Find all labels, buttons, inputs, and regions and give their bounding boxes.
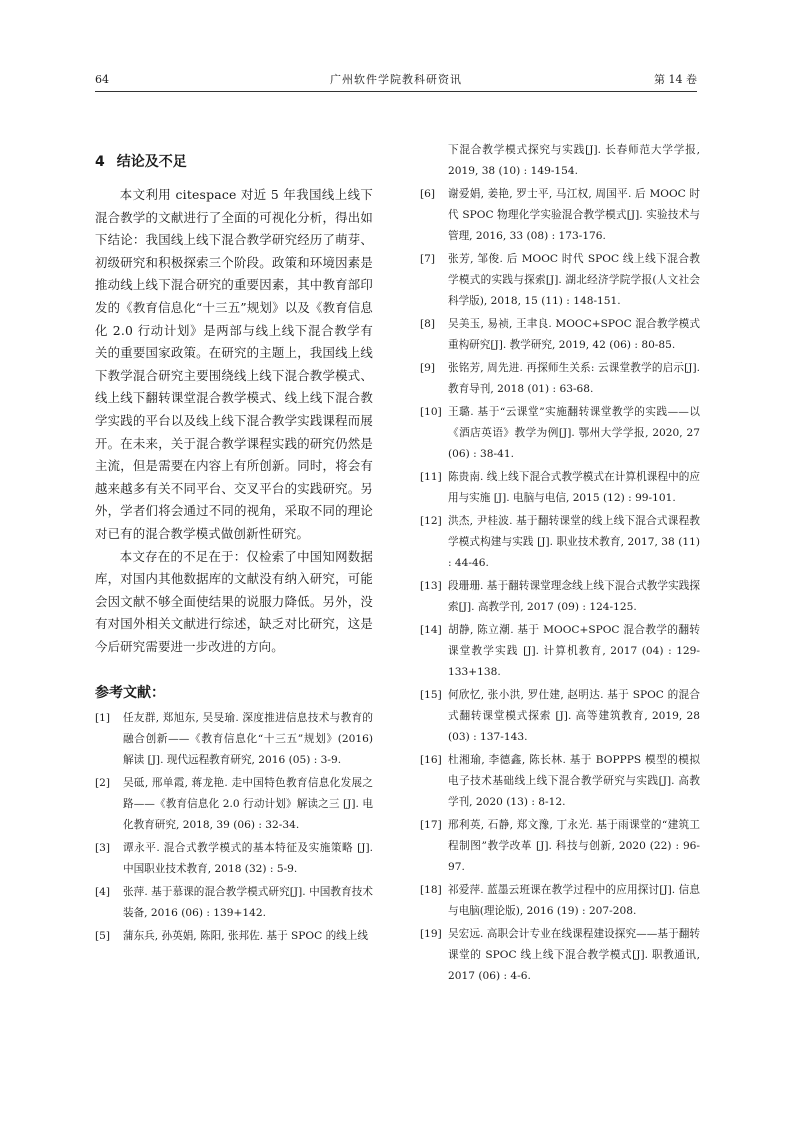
running-header: [95, 70, 697, 90]
section-heading: [95, 148, 373, 176]
reference-number: [2]: [95, 777, 111, 790]
reference-item: [420, 314, 700, 356]
references-heading: 参考文献：: [95, 685, 165, 702]
reference-text: 张铭芳, 周先进. 再探师生关系: 云课堂教学的启示[J]. 教育导刊, 2018 (01) : 63-68.: [448, 362, 700, 395]
reference-number: [4]: [95, 886, 111, 899]
left-column: [95, 148, 373, 949]
reference-item: [420, 620, 700, 683]
page-number: 64: [95, 73, 109, 86]
reference-number: [3]: [95, 842, 111, 855]
reference-item: [420, 924, 700, 987]
reference-item: [420, 750, 700, 813]
reference-continuation: 下混合教学模式探究与实践[J]. 长春师范大学学报, 2019, 38 (10) : 149-154.: [448, 144, 700, 177]
reference-text: 段珊珊. 基于翻转课堂理念线上线下混合式教学实践探索[J]. 高教学刊, 2017 (09) : 124-125.: [448, 580, 700, 613]
reference-text: 邢利英, 石静, 郑文豫, 丁永光. 基于雨课堂的“建筑工程制图”教学改革 [J]. 科技与创新, 2020 (22) : 96-97.: [448, 819, 700, 873]
reference-text: 蒲东兵, 孙英娟, 陈阳, 张邦佐. 基于 SPOC 的线上线: [123, 930, 368, 943]
header-divider: [95, 91, 697, 92]
reference-number: [13]: [420, 580, 442, 592]
journal-title: 广州软件学院教科研资讯: [330, 73, 462, 86]
reference-number: [17]: [420, 819, 442, 831]
conclusion-paragraph: 本文利用 citespace 对近 5 年我国线上线下混合教学的文献进行了全面的可视化分析，得出如下结论：我国线上线下混合教学研究经历了萌芽、初级研究和积极探索三个阶段。政策和环境因素是推动线上线下混合研究的重要因素，其中教育部印发的《教育信息化“十三五”规划》以及《教育信息化 2.0 行动计划》是两部与线上线下混合教学有关的重要国家政策。在研究的主题上，我国线上线下教学混合研究主要围绕线上线下混合教学模式、线上线下翻转课堂混合教学模式、线上线下混合教学实践的平台以及线上线下混合教学实践课程而展开。在未来，关于混合教学课程实践的研究仍然是主流，但是需要在内容上有所创新。同时，将会有越来越多有关不同平台、交叉平台的实践研究。另外，学者们将会通过不同的视角，采取不同的理论对已有的混合教学模式做创新性研究。: [95, 187, 373, 541]
reference-text: 洪杰, 尹桂波. 基于翻转课堂的线上线下混合式课程教学模式构建与实践 [J]. 职业技术教育, 2017, 38 (11) : 44-46.: [448, 515, 700, 569]
reference-number: [16]: [420, 754, 442, 766]
section-title: 结论及不足: [116, 154, 187, 170]
reference-number: [14]: [420, 624, 442, 636]
reference-item: [420, 511, 700, 574]
reference-item: [420, 576, 700, 618]
volume-label: 第 14 卷: [654, 73, 697, 86]
reference-item: [420, 815, 700, 878]
reference-number: [7]: [420, 253, 436, 265]
reference-number: [12]: [420, 515, 442, 527]
section-number: 4: [95, 154, 105, 170]
reference-text: 胡静, 陈立潮. 基于 MOOC+SPOC 混合教学的翻转课堂教学实践 [J]. 计算机教育, 2017 (04) : 129-133+138.: [448, 624, 700, 678]
reference-item: [420, 402, 700, 465]
reference-number: [19]: [420, 928, 442, 940]
reference-item: [420, 467, 700, 509]
reference-number: [6]: [420, 188, 436, 200]
reference-item: [420, 685, 700, 748]
reference-text: 吴美玉, 易祯, 王聿良. MOOC+SPOC 混合教学模式重构研究[J]. 教学研究, 2019, 42 (06) : 80-85.: [448, 318, 700, 351]
reference-item: [95, 773, 373, 836]
reference-number: [1]: [95, 712, 111, 725]
reference-number: [9]: [420, 362, 436, 374]
reference-number: [11]: [420, 471, 442, 483]
reference-text: 任友群, 郑旭东, 吴旻瑜. 深度推进信息技术与教育的融合创新——《教育信息化“十三五”规划》(2016) 解读 [J]. 现代远程教育研究, 2016 (05) : 3-9.: [123, 712, 373, 767]
reference-text: 杜湘瑜, 李德鑫, 陈长林. 基于 BOPPPS 模型的模拟电子技术基础线上线下混合教学研究与实践[J]. 高教学刊, 2020 (13) : 8-12.: [448, 754, 700, 808]
reference-text: 何欣忆, 张小洪, 罗仕建, 赵明达. 基于 SPOC 的混合式翻转课堂模式探索 [J]. 高等建筑教育, 2019, 28 (03) : 137-143.: [448, 689, 700, 743]
reference-text: 吴砥, 邢单霞, 蒋龙艳. 走中国特色教育信息化发展之路——《教育信息化 2.0 行动计划》解读之三 [J]. 电化教育研究, 2018, 39 (06) : 32-34.: [123, 777, 373, 832]
reference-text: 陈贵南. 线上线下混合式教学模式在计算机课程中的应用与实施 [J]. 电脑与电信, 2015 (12) : 99-101.: [448, 471, 700, 504]
reference-item: [420, 249, 700, 312]
reference-item: [95, 838, 373, 880]
reference-number: [18]: [420, 884, 442, 896]
reference-text: 张芳, 邹俊. 后 MOOC 时代 SPOC 线上线下混合教学模式的实践与探索[J]. 湖北经济学院学报(人文社会科学版), 2018, 15 (11) : 148-151.: [448, 253, 700, 307]
reference-item: [95, 882, 373, 924]
reference-text: 王璐. 基于“云课堂”实施翻转课堂教学的实践——以《酒店英语》教学为例[J]. 鄂州大学学报, 2020, 27 (06) : 38-41.: [448, 406, 700, 460]
reference-item: [95, 926, 373, 947]
reference-item: [420, 880, 700, 922]
reference-number: [15]: [420, 689, 442, 701]
limitation-paragraph: 本文存在的不足在于：仅检索了中国知网数据库，对国内其他数据库的文献没有纳入研究，可能会因文献不够全面使结果的说服力降低。另外，没有对国外相关文献进行综述，缺乏对比研究，这是今后研究需要进一步改进的方向。: [95, 548, 373, 654]
right-column: [420, 140, 700, 989]
reference-number: [10]: [420, 406, 442, 418]
reference-text: 张萍. 基于慕课的混合教学模式研究[J]. 中国教育技术装备, 2016 (06) : 139+142.: [123, 886, 373, 920]
reference-number: [5]: [95, 930, 111, 943]
reference-text: 祁爱萍. 蓝墨云班课在教学过程中的应用探讨[J]. 信息与电脑(理论版), 2016 (19) : 207-208.: [448, 884, 700, 917]
reference-text: 谭永平. 混合式教学模式的基本特征及实施策略 [J]. 中国职业技术教育, 2018 (32) : 5-9.: [123, 842, 373, 876]
reference-item: [95, 708, 373, 771]
reference-item: [420, 184, 700, 247]
reference-text: 谢爱娟, 姜艳, 罗士平, 马江权, 周国平. 后 MOOC 时代 SPOC 物理化学实验混合教学模式[J]. 实验技术与管理, 2016, 33 (08) : 173-176.: [448, 188, 700, 242]
reference-number: [8]: [420, 318, 436, 330]
reference-text: 吴宏远. 高职会计专业在线课程建设探究——基于翻转课堂的 SPOC 线上线下混合教学模式[J]. 职教通讯, 2017 (06) : 4-6.: [448, 928, 700, 982]
reference-item: [420, 358, 700, 400]
